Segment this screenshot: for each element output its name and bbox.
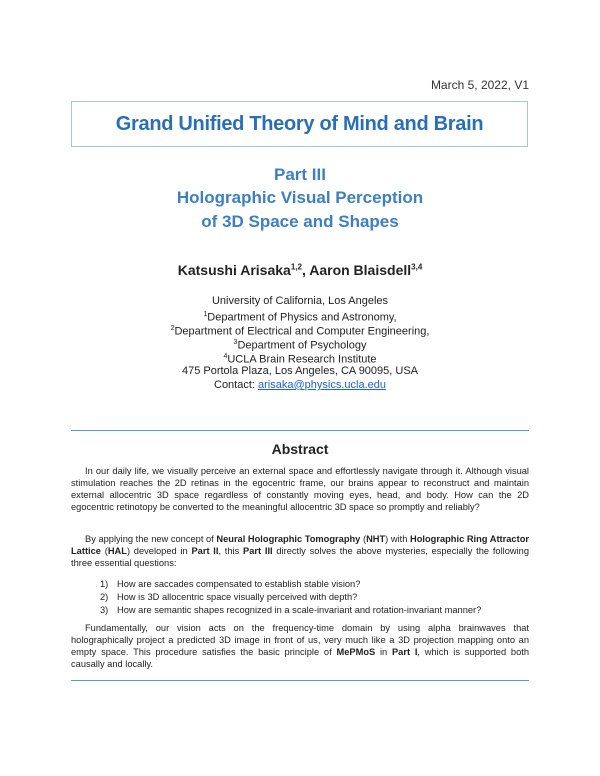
subtitle-line-2: Holographic Visual Perception: [176, 188, 424, 207]
affiliation-dept-2: $^2$Department of Electrical and Computer Engineering,: [170, 325, 430, 338]
contact-email-link[interactable]: arisaka@physics.ucla.edu: [258, 379, 386, 391]
title-box: [71, 101, 528, 147]
subtitle-line-3: of 3D Space and Shapes: [201, 212, 399, 231]
author-affiliation-marker: 1,2: [290, 262, 302, 272]
divider-bottom: [71, 680, 529, 681]
contact-line: [0, 378, 600, 392]
affiliation-address: 475 Portola Plaza, Los Angeles, CA 90095, USA: [181, 365, 419, 377]
author-affiliation-marker: 3,4: [411, 262, 423, 272]
contact-label: Contact:: [214, 379, 255, 391]
abstract-heading: Abstract: [271, 441, 329, 457]
affiliation-dept-4: $^4$UCLA Brain Research Institute: [223, 353, 377, 366]
divider-top: [71, 430, 529, 431]
author-name: Aaron Blaisdell: [309, 262, 412, 278]
affiliation-dept-1: $^1$Department of Physics and Astronomy,: [203, 311, 397, 324]
affiliation-university: University of California, Los Angeles: [211, 295, 389, 307]
abstract-paragraph-1: In our daily life, we visually perceive an external space and effortlessly navigate through it. Although visual stimulation reaches the 2D retinas in the egocentric frame, our brains appear to reconstruct and maintain external allocentric 3D space regardless of constantly moving eyes, head, and body. How can the 2D egocentric retinotopy be converted to the meaningful allocentric 3D space so promptly and reliably?: [71, 466, 529, 512]
question-item: 1) How are saccades compensated to establish stable vision?: [100, 579, 361, 589]
subtitle-part: Part III: [274, 165, 326, 184]
abstract-paragraph-3: Fundamentally, our vision acts on the frequency-time domain by using alpha brainwaves that holographically project a predicted 3D image in front of us, very much like a 3D projection mapping onto an empty space. This procedure satisfies the basic principle of MePMoS in Part I, which is supported both causally and locally.: [71, 623, 529, 669]
question-item: 3) How are semantic shapes recognized in a scale-invariant and rotation-invariant manner?: [100, 605, 482, 615]
document-date: March 5, 2022, V1: [430, 78, 529, 92]
author-list: Katsushi Arisaka$^{1,2}$, Aaron Blaisdell$^{3,4}$: [177, 262, 423, 278]
affiliation-dept-3: $^3$Department of Psychology: [233, 339, 367, 352]
question-item: 2) How is 3D allocentric space visually perceived with depth?: [100, 592, 358, 602]
abstract-paragraph-2: By applying the new concept of Neural Holographic Tomography (NHT) with Holographic Ring Attractor Lattice (HAL) developed in Part II, this Part III directly solves the above mysteries, especially the following three essential questions:: [71, 534, 529, 568]
author-name: Katsushi Arisaka: [177, 262, 291, 278]
paper-title: Grand Unified Theory of Mind and Brain: [115, 112, 484, 135]
